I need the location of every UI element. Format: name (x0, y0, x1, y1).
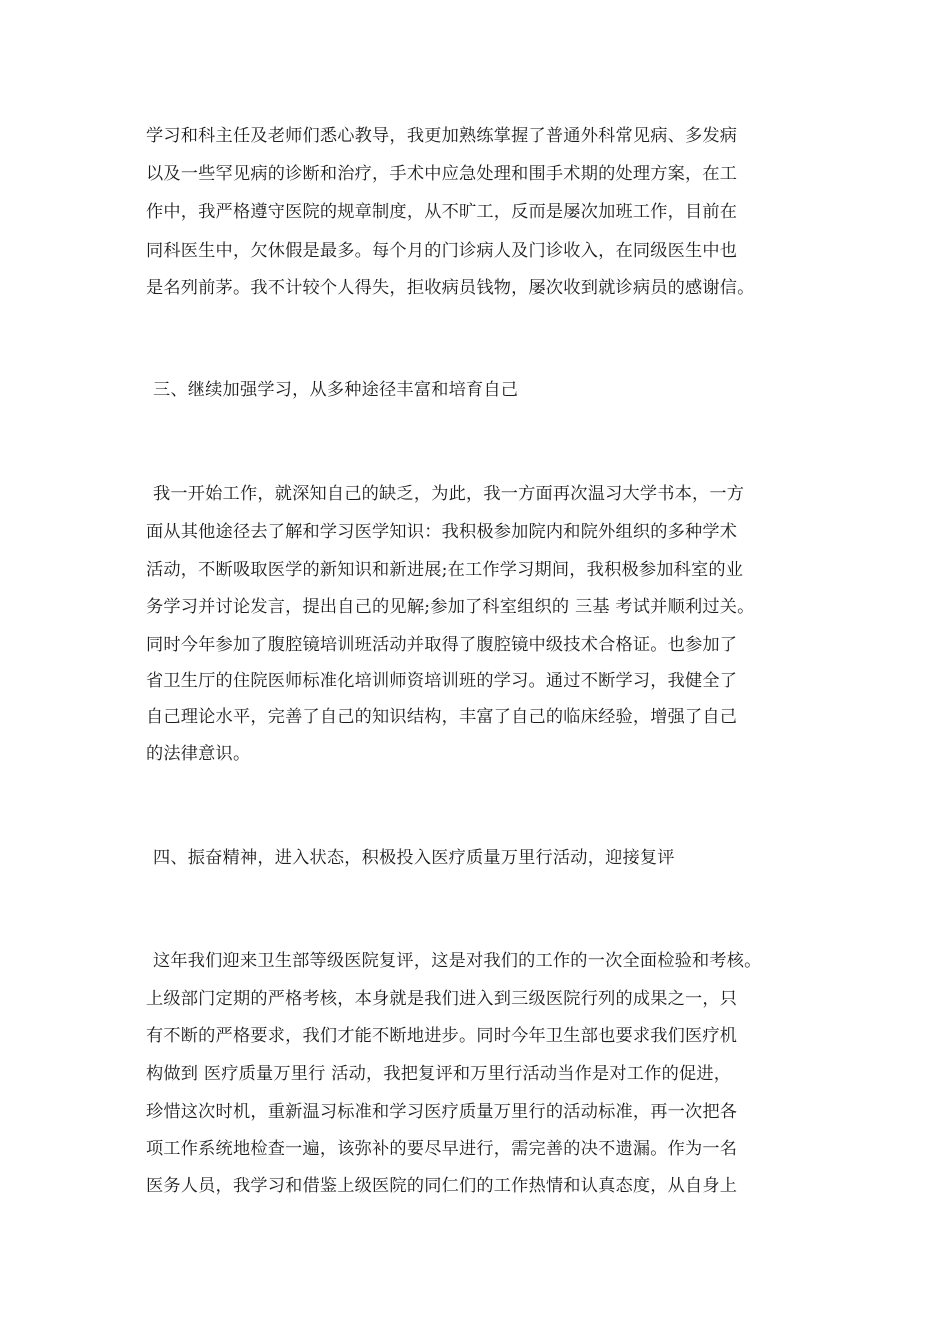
para3-line-5: 珍惜这次时机，重新温习标准和学习医疗质量万里行的活动标准，再一次把各 (146, 1102, 738, 1122)
para2-line-4: 务学习并讨论发言，提出自己的见解;参加了科室组织的 三基 考试并顺利过关。 (146, 597, 755, 617)
para1-line-3: 作中，我严格遵守医院的规章制度，从不旷工，反而是屡次加班工作，目前在 (146, 202, 738, 222)
para3-line-7: 医务人员，我学习和借鉴上级医院的同仁们的工作热情和认真态度，从自身上 (146, 1176, 738, 1196)
para3-line-3: 有不断的严格要求，我们才能不断地进步。同时今年卫生部也要求我们医疗机 (146, 1026, 738, 1046)
para1-line-5: 是名列前茅。我不计较个人得失，拒收病员钱物，屡次收到就诊病员的感谢信。 (146, 278, 755, 298)
para2-line-6: 省卫生厅的住院医师标准化培训师资培训班的学习。通过不断学习，我健全了 (146, 671, 738, 691)
para1-line-1: 学习和科主任及老师们悉心教导，我更加熟练掌握了普通外科常见病、多发病 (146, 126, 738, 146)
section-heading-4: 四、振奋精神，进入状态，积极投入医疗质量万里行活动，迎接复评 (153, 848, 675, 868)
para2-line-5: 同时今年参加了腹腔镜培训班活动并取得了腹腔镜中级技术合格证。也参加了 (146, 635, 738, 655)
para1-line-4: 同科医生中，欠休假是最多。每个月的门诊病人及门诊收入，在同级医生中也 (146, 241, 738, 261)
para2-line-3: 活动，不断吸取医学的新知识和新进展;在工作学习期间，我积极参加科室的业 (146, 560, 744, 580)
para3-line-1: 这年我们迎来卫生部等级医院复评，这是对我们的工作的一次全面检验和考核。 (153, 951, 762, 971)
section-heading-3: 三、继续加强学习，从多种途径丰富和培育自己 (153, 380, 519, 400)
para2-line-8: 的法律意识。 (146, 744, 251, 764)
para3-line-2: 上级部门定期的严格考核，本身就是我们进入到三级医院行列的成果之一，只 (146, 989, 738, 1009)
para3-line-6: 项工作系统地检查一遍，该弥补的要尽早进行，需完善的决不遗漏。作为一名 (146, 1139, 738, 1159)
para3-line-4: 构做到 医疗质量万里行 活动，我把复评和万里行活动当作是对工作的促进， (146, 1064, 732, 1084)
para2-line-1: 我一开始工作，就深知自己的缺乏，为此，我一方面再次温习大学书本，一方 (153, 484, 745, 504)
para1-line-2: 以及一些罕见病的诊断和治疗，手术中应急处理和围手术期的处理方案，在工 (146, 164, 738, 184)
para2-line-7: 自己理论水平，完善了自己的知识结构，丰富了自己的临床经验，增强了自己 (146, 707, 738, 727)
para2-line-2: 面从其他途径去了解和学习医学知识：我积极参加院内和院外组织的多种学术 (146, 522, 738, 542)
